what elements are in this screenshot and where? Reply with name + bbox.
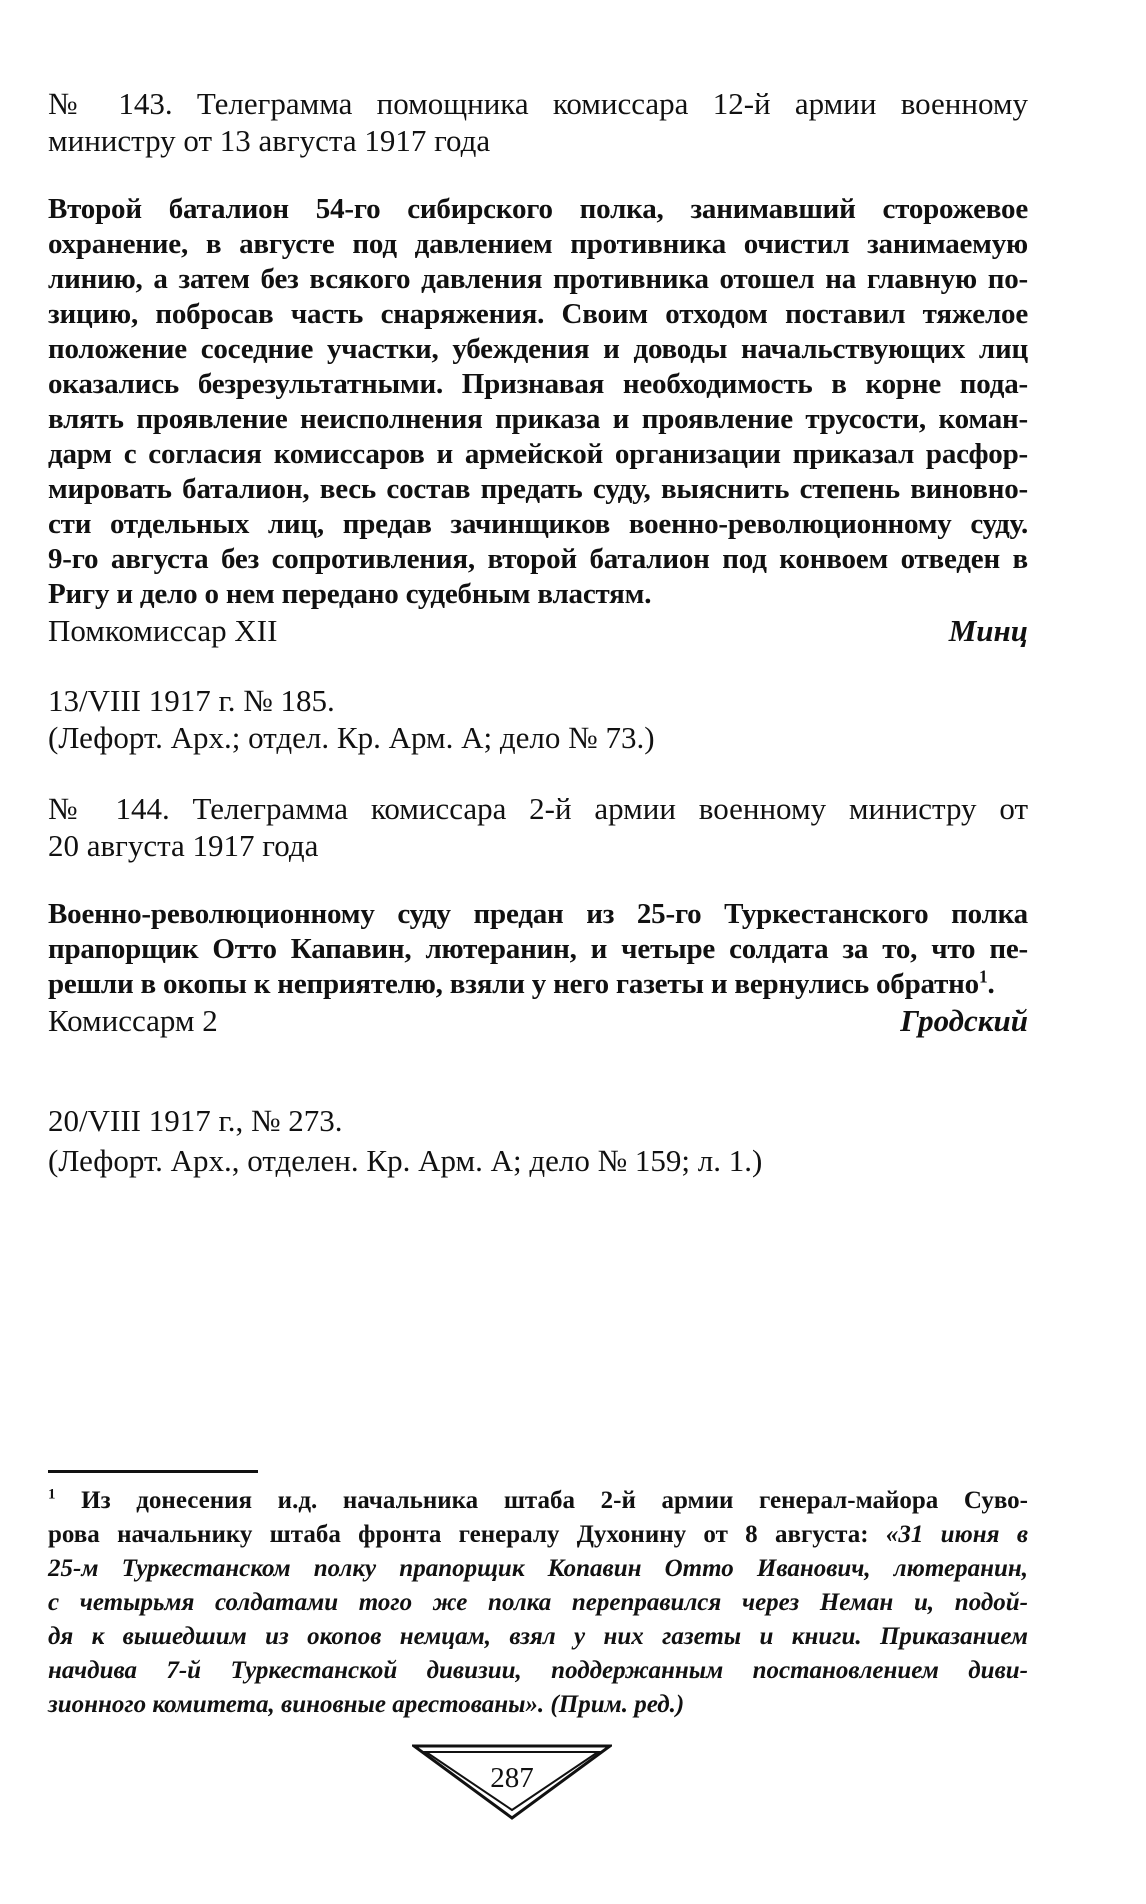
doc-144-body-line-text: решли в окопы к неприятелю, взяли у него газеты и вернулись обратно [48, 968, 979, 1000]
doc-143-body-line: положение соседние участки, убеждения и доводы начальствующих лиц [48, 333, 1028, 365]
doc-143-signature-role: Помкомиссар XII [48, 613, 278, 648]
doc-143-body-line: зицию, побросав часть снаряжения. Своим отходом поставил тяжелое [48, 298, 1028, 330]
doc-143-signature-row [48, 615, 1028, 646]
doc-144-date-line: 20/VIII 1917 г., № 273. [48, 1103, 343, 1138]
doc-143-signature-name: Минц [948, 613, 1028, 648]
doc-144-body-end: . [987, 968, 995, 1000]
doc-143-body-line: сти отдельных лиц, предав зачинщиков военно-революционному суду. [48, 508, 1028, 540]
doc-143-heading-line-2: министру от 13 августа 1917 года [48, 123, 491, 158]
doc-143-body-line: оказались безрезультатными. Признавая необходимость в корне пода- [48, 368, 1028, 400]
doc-143-body-line: мировать баталион, весь состав предать суду, выяснить степень виновно- [48, 473, 1028, 505]
doc-143-heading-line-1: № 143. Телеграмма помощника комиссара 12-й армии военному [48, 86, 1028, 121]
doc-143-source-line: (Лефорт. Арх.; отдел. Кр. Арм. А; дело № 73.) [48, 720, 655, 755]
doc-143-body-line: Второй баталион 54-го сибирского полка, занимавший сторожевое [48, 193, 1028, 225]
doc-144-heading-line-2: 20 августа 1917 года [48, 828, 319, 863]
doc-143-body-line: влять проявление неисполнения приказа и проявление трусости, коман- [48, 403, 1028, 435]
doc-144-body-line: Военно-революционному суду предан из 25-го Туркестанского полка [48, 898, 1028, 930]
doc-143-date-line: 13/VIII 1917 г. № 185. [48, 683, 335, 718]
doc-144-body-line: прапорщик Отто Капавин, лютеранин, и четыре солдата за то, что пе- [48, 933, 1028, 965]
doc-143-body-line: дарм с согласия комиссаров и армейской организации приказал расфор- [48, 438, 1028, 470]
footnote-divider [48, 1470, 258, 1473]
doc-143-body-line: Ригу и дело о нем передано судебным властям. [48, 578, 652, 610]
footnote-line-2-text: рова начальнику штаба фронта генералу Духонину от 8 августа: [48, 1521, 886, 1548]
doc-143-body-line: линию, а затем без всякого давления противника отошел на главную по- [48, 263, 1028, 295]
doc-143-body-line: охранение, в августе под давлением противника очистил занимаемую [48, 228, 1028, 260]
doc-144-signature-row [48, 1005, 1028, 1036]
page-number: 287 [490, 1762, 534, 1794]
footnote-quote-line: 25-м Туркестанском полку прапорщик Копавин Отто Иванович, лютеранин, [48, 1555, 1028, 1582]
doc-144-body-line-last [48, 966, 1028, 1000]
doc-144-source-line: (Лефорт. Арх., отделен. Кр. Арм. А; дело № 159; л. 1.) [48, 1143, 763, 1178]
doc-144-signature-role: Комиссарм 2 [48, 1003, 218, 1038]
doc-144-signature-name: Гродский [900, 1003, 1028, 1038]
doc-144-heading-line-1: № 144. Телеграмма комиссара 2-й армии военному министру от [48, 791, 1028, 826]
footnote-line-1-text: Из донесения и.д. начальника штаба 2-й армии генерал-майора Суво- [55, 1487, 1028, 1514]
footnote-line-1 [48, 1488, 1028, 1513]
footnote-quote-line: дя к вышедшим из окопов немцам, взял у них газеты и книги. Приказанием [48, 1623, 1028, 1650]
footnote-quote-line: с четырьмя солдатами того же полка переправился через Неман и, подой- [48, 1589, 1028, 1616]
footnote-line-2 [48, 1522, 1028, 1547]
doc-143-body-line: 9-го августа без сопротивления, второй баталион под конвоем отведен в [48, 543, 1028, 575]
footnote-line-2-quote: «31 июня в [885, 1521, 1028, 1548]
footnote-reference-marker: 1 [978, 966, 988, 987]
footnote-last-line: зионного комитета, виновные арестованы». (Прим. ред.) [48, 1691, 685, 1718]
page-number-ornament [412, 1740, 612, 1822]
footnote-marker: 1 [48, 1486, 56, 1503]
footnote-quote-line: начдива 7-й Туркестанской дивизии, поддержанным постановлением диви- [48, 1657, 1028, 1684]
